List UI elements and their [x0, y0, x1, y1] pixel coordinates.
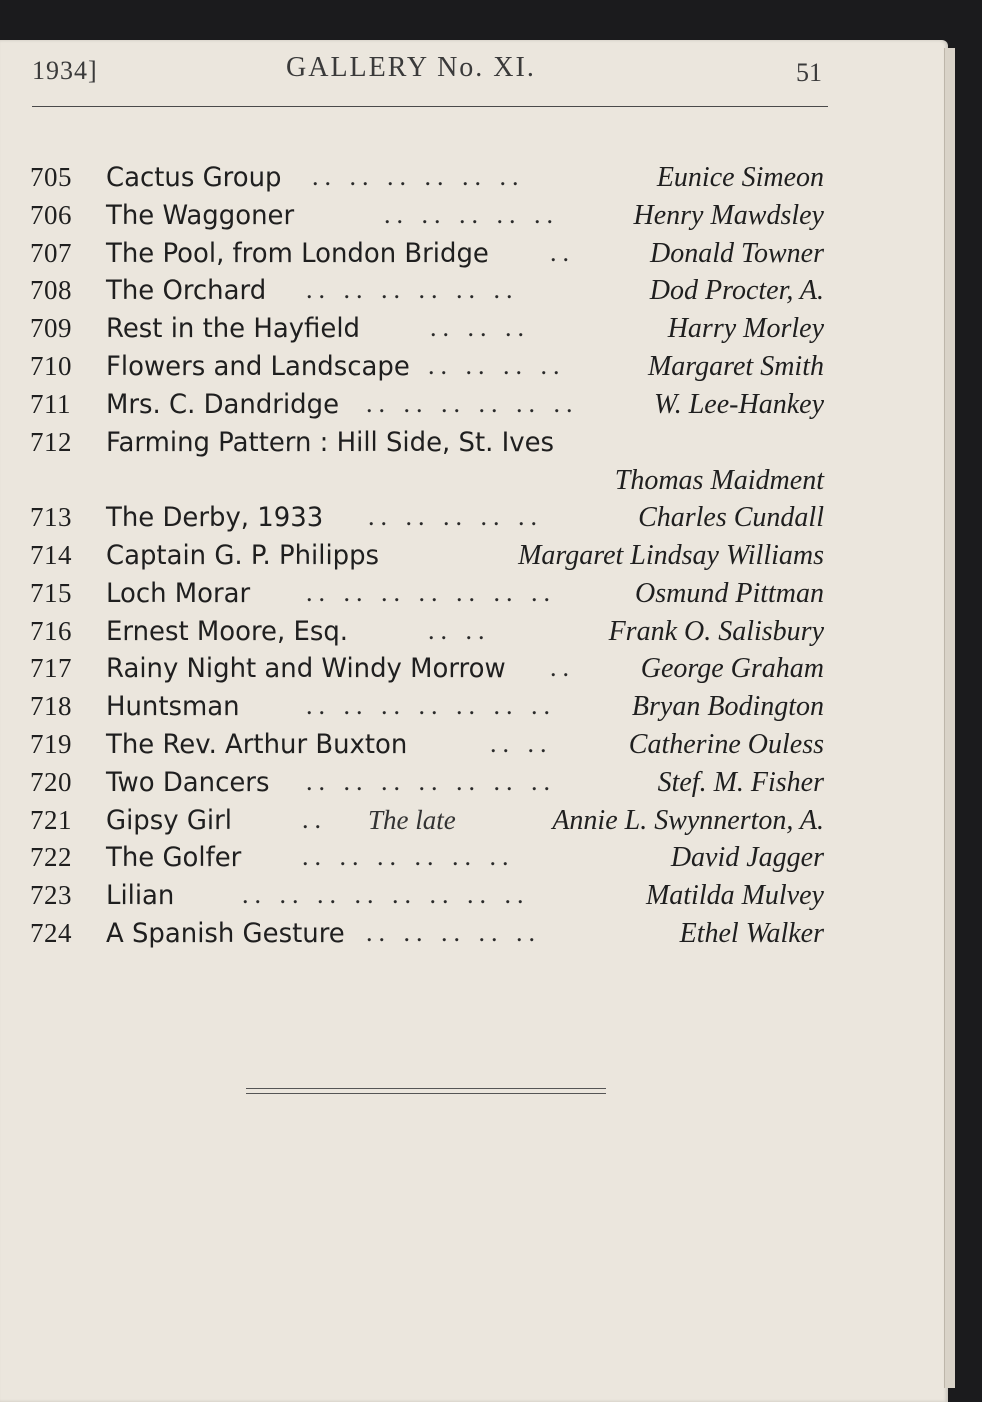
entry-number: 720	[30, 766, 72, 797]
entry-artist: Donald Towner	[649, 237, 824, 269]
list-item	[0, 729, 948, 767]
list-item	[0, 616, 948, 654]
entry-title: Cactus Group	[106, 162, 282, 193]
dot-leaders: .. .. .. .. ..	[366, 917, 541, 947]
dot-leaders: .. .. .. .. .. .. ..	[306, 577, 556, 607]
list-item	[0, 805, 948, 843]
list-item	[0, 578, 948, 616]
dot-leaders: .. ..	[490, 728, 553, 758]
entry-number: 717	[30, 653, 72, 684]
dot-leaders: .. ..	[428, 615, 491, 645]
entry-title: The Golfer	[106, 842, 242, 874]
entry-title: Rest in the Hayfield	[106, 313, 360, 345]
entry-artist: David Jagger	[670, 842, 824, 874]
entry-artist: Ethel Walker	[679, 917, 824, 949]
list-item	[0, 275, 948, 313]
entry-title: Huntsman	[106, 691, 240, 723]
list-item	[0, 653, 948, 691]
dot-leaders: .. .. .. .. .. ..	[312, 162, 525, 191]
entry-artist: Catherine Ouless	[628, 728, 824, 760]
entry-artist: Annie L. Swynnerton, A.	[552, 804, 824, 836]
dot-leaders: .. .. .. .. .. .. .. ..	[242, 880, 530, 910]
entry-artist: Frank O. Salisbury	[608, 615, 824, 647]
entry-number: 719	[30, 728, 72, 759]
dot-leaders: ..	[302, 804, 327, 834]
list-item	[0, 162, 948, 200]
entry-artist: Stef. M. Fisher	[657, 766, 824, 798]
entry-title: Rainy Night and Windy Morrow	[106, 653, 506, 685]
entry-title: The Rev. Arthur Buxton	[106, 728, 408, 760]
dot-leaders: .. .. .. .. .. ..	[302, 842, 515, 872]
entry-title: Captain G. P. Philipps	[106, 539, 380, 571]
entry-number: 722	[30, 842, 72, 873]
entry-title: Ernest Moore, Esq.	[106, 615, 349, 647]
header-page-number: 51	[796, 58, 822, 87]
entry-artist: Osmund Pittman	[635, 577, 824, 609]
dot-leaders: .. .. .. ..	[428, 350, 566, 380]
entry-title: Lilian	[106, 880, 175, 912]
dot-leaders: .. .. .. .. .. .. ..	[306, 766, 556, 796]
entry-title: A Spanish Gesture	[106, 917, 345, 949]
entry-artist: W. Lee-Hankey	[653, 388, 824, 420]
list-item	[0, 351, 948, 389]
end-rule	[246, 1088, 606, 1094]
catalogue-list	[0, 162, 948, 956]
entry-artist: Charles Cundall	[638, 502, 824, 534]
entry-title: Two Dancers	[106, 766, 270, 798]
dot-leaders: ..	[550, 237, 575, 267]
entry-title: The Derby, 1933	[106, 502, 324, 534]
list-item	[0, 540, 948, 578]
header-rule	[32, 106, 828, 107]
dot-leaders: .. .. .. .. .. ..	[306, 275, 519, 305]
entry-number: 707	[30, 237, 72, 268]
entry-number: 706	[30, 199, 72, 230]
entry-number: 718	[30, 691, 72, 722]
entry-number: 713	[30, 502, 72, 533]
entry-title: The Pool, from London Bridge	[106, 237, 489, 269]
artist-prefix: The late	[368, 804, 456, 835]
entry-number: 709	[30, 313, 72, 344]
list-item	[0, 200, 948, 238]
list-item	[0, 313, 948, 351]
list-item	[0, 691, 948, 729]
entry-title: The Waggoner	[106, 199, 295, 231]
entry-title: Gipsy Girl	[106, 804, 232, 836]
dot-leaders: ..	[550, 653, 575, 683]
entry-number: 710	[30, 350, 72, 381]
entry-artist: Bryan Bodington	[631, 691, 824, 723]
entry-artist: Thomas Maidment	[614, 464, 824, 496]
list-item	[0, 767, 948, 805]
page-header	[0, 52, 948, 92]
entry-number: 705	[30, 162, 72, 192]
dot-leaders: .. .. .. .. .. ..	[366, 388, 579, 418]
header-year: 1934]	[32, 56, 98, 85]
list-item	[0, 880, 948, 918]
entry-number: 716	[30, 615, 72, 646]
entry-number: 721	[30, 804, 72, 835]
entry-artist: Margaret Lindsay Williams	[518, 539, 824, 571]
entry-artist: Henry Mawdsley	[633, 199, 824, 231]
entry-title: Loch Morar	[106, 577, 251, 609]
entry-number: 712	[30, 426, 72, 457]
entry-number: 723	[30, 880, 72, 911]
entry-number: 715	[30, 577, 72, 608]
entry-number: 724	[30, 917, 72, 948]
entry-number: 708	[30, 275, 72, 306]
entry-artist: Eunice Simeon	[656, 162, 824, 193]
entry-artist: George Graham	[640, 653, 824, 685]
entry-number: 711	[30, 388, 71, 419]
dot-leaders: .. .. .. .. ..	[384, 199, 559, 229]
entry-artist: Dod Procter, A.	[649, 275, 824, 307]
entry-title: Farming Pattern : Hill Side, St. Ives	[106, 426, 555, 458]
entry-number: 714	[30, 539, 72, 570]
entry-artist: Harry Morley	[667, 313, 824, 345]
entry-artist: Margaret Smith	[647, 350, 824, 382]
list-item	[0, 238, 948, 276]
list-item	[0, 427, 948, 503]
entry-title: The Orchard	[106, 275, 267, 307]
list-item	[0, 389, 948, 427]
entry-title: Mrs. C. Dandridge	[106, 388, 340, 420]
header-title: GALLERY No. XI.	[286, 52, 536, 83]
dot-leaders: .. .. .. .. ..	[368, 502, 543, 532]
dot-leaders: .. .. .. .. .. .. ..	[306, 691, 556, 721]
list-item	[0, 918, 948, 956]
entry-title: Flowers and Landscape	[106, 350, 410, 382]
dot-leaders: .. .. ..	[430, 313, 530, 343]
entry-artist: Matilda Mulvey	[645, 880, 824, 912]
list-item	[0, 842, 948, 880]
list-item	[0, 502, 948, 540]
